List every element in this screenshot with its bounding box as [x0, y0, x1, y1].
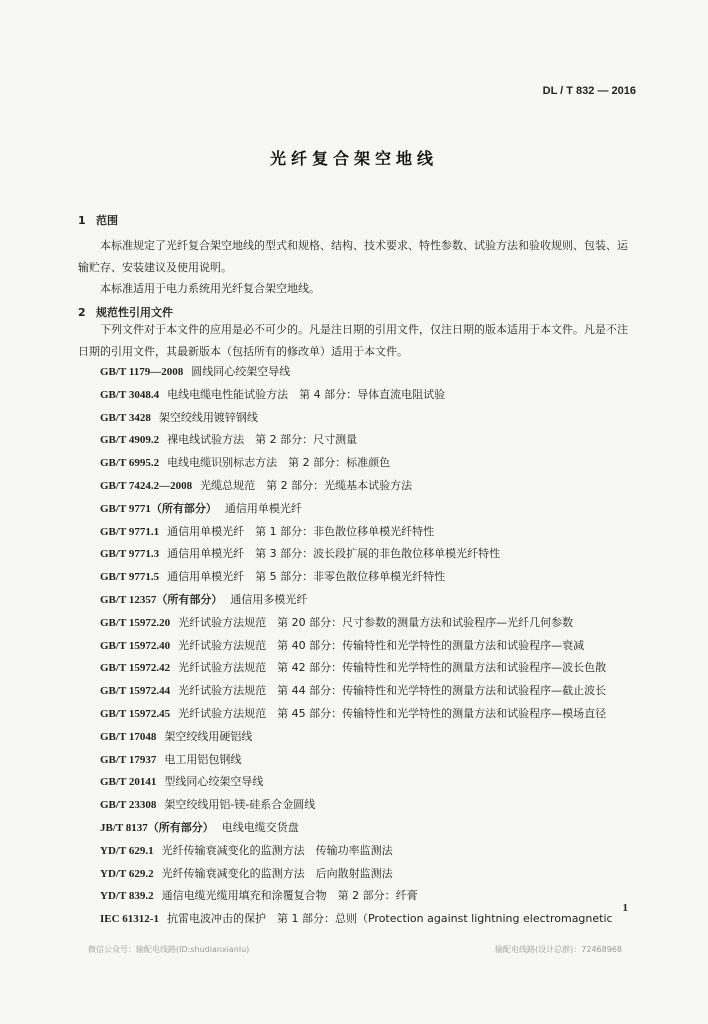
reference-code: GB/T 12357（所有部分） — [100, 593, 223, 606]
section-number: 2 — [78, 306, 86, 319]
reference-item — [78, 543, 638, 566]
reference-item — [78, 771, 638, 794]
reference-title: 光纤试验方法规范 第 42 部分：传输特性和光学特性的测量方法和试验程序—波长色散 — [178, 661, 607, 675]
reference-code: GB/T 17937 — [100, 753, 157, 766]
reference-item — [78, 475, 638, 498]
reference-title: 光纤试验方法规范 第 40 部分：传输特性和光学特性的测量方法和试验程序—衰减 — [178, 638, 585, 652]
section-number: 1 — [78, 214, 86, 227]
reference-title: 光纤试验方法规范 第 45 部分：传输特性和光学特性的测量方法和试验程序—模场直径 — [178, 706, 607, 720]
reference-title: 光纤试验方法规范 第 20 部分：尺寸参数的测量方法和试验程序—光纤几何参数 — [178, 615, 574, 629]
reference-item — [78, 749, 638, 772]
reference-item — [78, 566, 638, 589]
reference-code: GB/T 4909.2 — [100, 434, 160, 447]
reference-item — [78, 452, 638, 475]
scope-paragraph: 本标准规定了光纤复合架空地线的型式和规格、结构、技术要求、特性参数、试验方法和验收规则、包装、运输贮存、安装建议及使用说明。 — [78, 239, 628, 274]
reference-item — [78, 407, 638, 430]
section-heading-scope — [78, 212, 118, 228]
reference-item — [78, 384, 638, 407]
reference-item — [78, 589, 638, 612]
reference-item — [78, 361, 638, 384]
reference-item — [78, 657, 638, 680]
reference-item — [78, 794, 638, 817]
reference-item — [78, 498, 638, 521]
reference-item — [78, 817, 638, 840]
reference-item — [78, 885, 638, 908]
reference-title: 裸电线试验方法 第 2 部分：尺寸测量 — [167, 433, 358, 447]
reference-list — [78, 361, 638, 931]
reference-title: 通信用多模光纤 — [230, 592, 308, 606]
reference-title: 架空绞线用铝-镁-硅系合金圆线 — [164, 798, 316, 812]
reference-item — [78, 863, 638, 886]
reference-item — [78, 429, 638, 452]
reference-item — [78, 726, 638, 749]
footer-right-text: 输配电线路(设计总群)：72468968 — [495, 945, 622, 954]
reference-code: GB/T 3048.4 — [100, 388, 160, 401]
reference-title: 通信电缆光缆用填充和涂覆复合物 第 2 部分：纤膏 — [161, 889, 418, 903]
reference-title: 光纤试验方法规范 第 44 部分：传输特性和光学特性的测量方法和试验程序—截止波长 — [178, 684, 607, 698]
reference-code: JB/T 8137（所有部分） — [100, 821, 214, 834]
reference-code: GB/T 9771.5 — [100, 571, 160, 584]
footer-left-text: 微信公众号：输配电线路(ID:shudianxianlu) — [88, 945, 250, 954]
reference-code: GB/T 15972.20 — [100, 616, 171, 629]
reference-title: 通信用单模光纤 第 1 部分：非色散位移单模光纤特性 — [167, 524, 435, 538]
document-title: 光纤复合架空地线 — [269, 149, 438, 168]
reference-title: 架空绞线用镀锌钢线 — [158, 410, 258, 424]
reference-title: 通信用单模光纤 第 3 部分：波长段扩展的非色散位移单模光纤特性 — [167, 547, 501, 561]
reference-title: 电线电缆电性能试验方法 第 4 部分：导体直流电阻试验 — [167, 387, 446, 401]
reference-code: GB/T 9771.1 — [100, 525, 160, 538]
reference-title: 型线同心绞架空导线 — [164, 775, 264, 789]
reference-code: IEC 61312-1 — [100, 913, 159, 926]
reference-title: 电线电缆交货盘 — [221, 820, 299, 834]
reference-title: 光纤传输衰减变化的监测方法 后向散射监测法 — [161, 866, 393, 880]
reference-code: GB/T 17048 — [100, 730, 157, 743]
reference-title: 通信用单模光纤 — [224, 501, 302, 515]
reference-code: GB/T 3428 — [100, 411, 151, 424]
scope-paragraph: 本标准适用于电力系统用光纤复合架空地线。 — [100, 282, 320, 295]
reference-code: YD/T 629.1 — [100, 844, 154, 857]
reference-title: 抗雷电波冲击的保护 第 1 部分：总则（Protection against lightning electromagnetic — [166, 912, 613, 926]
reference-code: YD/T 839.2 — [100, 890, 154, 903]
section-title: 规范性引用文件 — [96, 306, 173, 319]
reference-item — [78, 908, 638, 931]
reference-code: GB/T 23308 — [100, 799, 157, 812]
reference-item — [78, 703, 638, 726]
refs-intro-text: 下列文件对于本文件的应用是必不可少的。凡是注日期的引用文件，仅注日期的版本适用于本文件。凡是不注日期的引用文件，其最新版本（包括所有的修改单）适用于本文件。 — [78, 323, 628, 358]
reference-title: 电工用铝包钢线 — [164, 752, 242, 766]
standard-code: DL / T 832 — 2016 — [542, 85, 636, 97]
reference-item — [78, 521, 638, 544]
reference-title: 圆线同心绞架空导线 — [191, 365, 291, 378]
reference-code: GB/T 15972.40 — [100, 639, 171, 652]
reference-item — [78, 680, 638, 703]
page-number: 1 — [622, 902, 628, 914]
reference-code: GB/T 15972.45 — [100, 707, 171, 720]
reference-code: GB/T 9771.3 — [100, 548, 160, 561]
reference-code: GB/T 6995.2 — [100, 457, 160, 470]
reference-code: GB/T 9771（所有部分） — [100, 502, 217, 515]
reference-code: GB/T 20141 — [100, 776, 157, 789]
reference-title: 架空绞线用硬铝线 — [164, 729, 253, 743]
section-title: 范围 — [96, 214, 118, 227]
reference-item — [78, 840, 638, 863]
reference-title: 电线电缆识别标志方法 第 2 部分：标准颜色 — [167, 456, 391, 470]
reference-title: 通信用单模光纤 第 5 部分：非零色散位移单模光纤特性 — [167, 570, 446, 584]
refs-intro — [78, 319, 638, 362]
reference-title: 光缆总规范 第 2 部分：光缆基本试验方法 — [200, 478, 413, 492]
reference-code: GB/T 7424.2—2008 — [100, 479, 193, 492]
reference-title: 光纤传输衰减变化的监测方法 传输功率监测法 — [161, 843, 393, 857]
reference-code: GB/T 15972.44 — [100, 685, 171, 698]
reference-item — [78, 635, 638, 658]
scope-body — [78, 235, 638, 300]
reference-item — [78, 612, 638, 635]
reference-code: YD/T 629.2 — [100, 867, 154, 880]
reference-code: GB/T 15972.42 — [100, 662, 171, 675]
reference-code: GB/T 1179—2008 — [100, 366, 184, 378]
section-heading-refs — [78, 304, 173, 320]
